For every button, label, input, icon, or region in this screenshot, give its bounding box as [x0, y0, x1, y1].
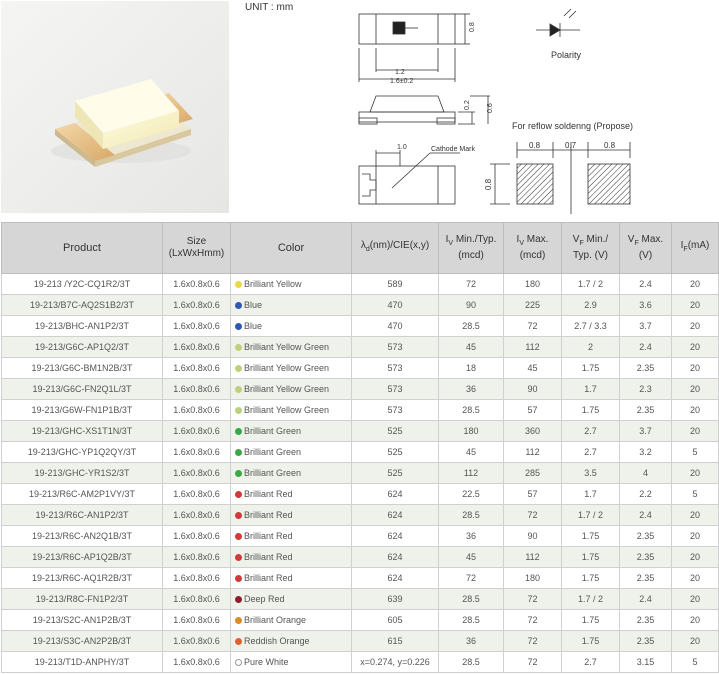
cell-product: 19-213/R6C-AM2P1VY/3T [2, 484, 163, 505]
cell-iv-min: 36 [439, 379, 504, 400]
cell-color [231, 400, 352, 421]
color-label: Brilliant Yellow Green [244, 342, 330, 352]
cell-iv-min: 180 [439, 421, 504, 442]
cell-wavelength: 470 [352, 316, 439, 337]
cell-product: 19-213 /Y2C-CQ1R2/3T [2, 274, 163, 295]
cell-iv-max: 72 [504, 505, 562, 526]
table-row [2, 631, 719, 652]
side-view-base [359, 112, 455, 122]
cell-vf-min: 1.75 [562, 400, 620, 421]
col-color: Color [231, 223, 352, 274]
table-row [2, 358, 719, 379]
cell-vf-max: 2.4 [620, 274, 672, 295]
cell-color [231, 652, 352, 673]
cell-iv-max: 180 [504, 274, 562, 295]
cell-product: 19-213/G6W-FN1P1B/3T [2, 400, 163, 421]
color-dot-icon [235, 512, 242, 519]
dim-length-2: 1.6±0.2 [390, 78, 414, 85]
cell-iv-min: 90 [439, 295, 504, 316]
cell-if: 20 [672, 463, 719, 484]
col-size: Size (LxWxHmm) [163, 223, 231, 274]
table-header-row [2, 223, 719, 274]
color-label: Brilliant Red [244, 573, 293, 583]
cell-color [231, 379, 352, 400]
cell-wavelength: 624 [352, 526, 439, 547]
top-view-outline [359, 14, 455, 44]
cell-vf-max: 2.2 [620, 484, 672, 505]
cell-wavelength: 624 [352, 568, 439, 589]
table-row [2, 589, 719, 610]
cell-color [231, 358, 352, 379]
cell-vf-min: 2.7 / 3.3 [562, 316, 620, 337]
table-row [2, 316, 719, 337]
cell-iv-min: 28.5 [439, 589, 504, 610]
cell-color [231, 484, 352, 505]
side-view-lens [370, 96, 444, 112]
cell-if: 20 [672, 631, 719, 652]
color-dot-icon [235, 365, 242, 372]
cell-wavelength: 605 [352, 610, 439, 631]
cell-wavelength: 573 [352, 337, 439, 358]
cell-vf-max: 2.35 [620, 358, 672, 379]
dimension-drawings [340, 0, 719, 222]
cell-iv-max: 360 [504, 421, 562, 442]
cell-color [231, 568, 352, 589]
cell-vf-max: 2.35 [620, 631, 672, 652]
cell-iv-min: 36 [439, 526, 504, 547]
bottom-view-outline [359, 166, 455, 204]
cell-color [231, 337, 352, 358]
color-dot-icon [235, 407, 242, 414]
color-label: Brilliant Green [244, 468, 302, 478]
cell-color [231, 526, 352, 547]
cell-iv-min: 28.5 [439, 400, 504, 421]
cell-iv-max: 112 [504, 547, 562, 568]
color-label: Blue [244, 321, 263, 331]
table-row [2, 337, 719, 358]
cell-vf-max: 3.2 [620, 442, 672, 463]
cell-iv-min: 45 [439, 442, 504, 463]
cell-if: 20 [672, 295, 719, 316]
cell-product: 19-213/G6C-AP1Q2/3T [2, 337, 163, 358]
reflow-pad-left [517, 164, 553, 204]
color-label: Brilliant Yellow Green [244, 363, 330, 373]
cell-vf-max: 3.15 [620, 652, 672, 673]
cell-iv-max: 72 [504, 316, 562, 337]
cell-size: 1.6x0.8x0.6 [163, 442, 231, 463]
cell-iv-max: 72 [504, 631, 562, 652]
cell-size: 1.6x0.8x0.6 [163, 484, 231, 505]
cell-vf-max: 3.6 [620, 295, 672, 316]
cell-vf-min: 2.7 [562, 652, 620, 673]
cell-size: 1.6x0.8x0.6 [163, 337, 231, 358]
product-photo [1, 1, 229, 213]
cell-vf-min: 1.7 [562, 379, 620, 400]
cell-iv-min: 45 [439, 337, 504, 358]
cell-iv-min: 36 [439, 631, 504, 652]
cell-wavelength: 624 [352, 547, 439, 568]
color-dot-icon [235, 575, 242, 582]
color-label: Brilliant Green [244, 447, 302, 457]
cell-iv-min: 72 [439, 274, 504, 295]
cell-iv-min: 28.5 [439, 505, 504, 526]
cell-if: 20 [672, 568, 719, 589]
cell-product: 19-213/R6C-AN1P2/3T [2, 505, 163, 526]
color-label: Brilliant Green [244, 426, 302, 436]
cell-iv-min: 28.5 [439, 316, 504, 337]
cell-vf-min: 3.5 [562, 463, 620, 484]
table-row [2, 442, 719, 463]
cell-product: 19-213/GHC-YP1Q2QY/3T [2, 442, 163, 463]
table-row [2, 652, 719, 673]
cell-color [231, 274, 352, 295]
cell-wavelength: x=0.274, y=0.226 [352, 652, 439, 673]
color-dot-icon [235, 428, 242, 435]
col-vf-min: $V_F$ Min./ Typ. (V) [562, 223, 620, 274]
cell-size: 1.6x0.8x0.6 [163, 631, 231, 652]
reflow-pad-right [588, 164, 630, 204]
cell-wavelength: 525 [352, 442, 439, 463]
cell-wavelength: 573 [352, 358, 439, 379]
cell-iv-max: 57 [504, 400, 562, 421]
pad-width-2: 0.8 [604, 141, 616, 150]
cell-iv-min: 18 [439, 358, 504, 379]
cell-wavelength: 573 [352, 379, 439, 400]
cell-iv-max: 45 [504, 358, 562, 379]
cell-vf-max: 2.35 [620, 526, 672, 547]
cell-iv-min: 28.5 [439, 610, 504, 631]
color-dot-icon [235, 323, 242, 330]
cell-iv-min: 22.5 [439, 484, 504, 505]
cell-if: 20 [672, 505, 719, 526]
table-row [2, 547, 719, 568]
color-label: Brilliant Red [244, 510, 293, 520]
cell-vf-max: 3.7 [620, 421, 672, 442]
table-row [2, 484, 719, 505]
cell-wavelength: 573 [352, 400, 439, 421]
dim-height-1: 0.2 [464, 100, 471, 110]
cell-vf-min: 2.9 [562, 295, 620, 316]
table-row [2, 505, 719, 526]
cell-if: 20 [672, 337, 719, 358]
cell-vf-min: 1.7 [562, 484, 620, 505]
cell-size: 1.6x0.8x0.6 [163, 295, 231, 316]
cell-vf-max: 3.7 [620, 316, 672, 337]
dim-bottom: 1.0 [397, 144, 407, 151]
cell-iv-max: 90 [504, 379, 562, 400]
unit-label: UNIT : mm [245, 2, 294, 13]
color-dot-icon [235, 638, 242, 645]
cell-size: 1.6x0.8x0.6 [163, 400, 231, 421]
color-label: Pure White [244, 657, 289, 667]
cell-iv-min: 45 [439, 547, 504, 568]
color-label: Brilliant Yellow [244, 279, 302, 289]
cell-if: 20 [672, 400, 719, 421]
dim-length-1: 1.2 [395, 69, 405, 76]
cell-iv-max: 112 [504, 337, 562, 358]
cell-vf-min: 1.7 / 2 [562, 505, 620, 526]
cell-vf-min: 2.7 [562, 421, 620, 442]
color-label: Brilliant Red [244, 489, 293, 499]
color-dot-icon [235, 596, 242, 603]
cell-if: 20 [672, 316, 719, 337]
cell-product: 19-213/G6C-FN2Q1L/3T [2, 379, 163, 400]
cathode-mark-label: Cathode Mark [431, 146, 475, 153]
cell-if: 20 [672, 421, 719, 442]
pad-width-1: 0.8 [529, 141, 541, 150]
cell-vf-min: 2.7 [562, 442, 620, 463]
cell-vf-max: 2.35 [620, 610, 672, 631]
cell-vf-max: 4 [620, 463, 672, 484]
cell-vf-min: 2 [562, 337, 620, 358]
color-dot-icon [235, 470, 242, 477]
cell-color [231, 316, 352, 337]
color-label: Blue [244, 300, 263, 310]
cell-size: 1.6x0.8x0.6 [163, 379, 231, 400]
color-label: Brilliant Red [244, 531, 293, 541]
cell-wavelength: 525 [352, 463, 439, 484]
cell-iv-max: 72 [504, 652, 562, 673]
cell-size: 1.6x0.8x0.6 [163, 274, 231, 295]
pad-height: 0.8 [484, 178, 493, 190]
col-if: $I_F(mA)$ [672, 223, 719, 274]
cell-wavelength: 589 [352, 274, 439, 295]
col-product: Product [2, 223, 163, 274]
cell-size: 1.6x0.8x0.6 [163, 505, 231, 526]
cell-product: 19-213/R6C-AP1Q2B/3T [2, 547, 163, 568]
color-dot-icon [235, 533, 242, 540]
cell-vf-min: 1.75 [562, 568, 620, 589]
cell-size: 1.6x0.8x0.6 [163, 316, 231, 337]
cell-iv-max: 285 [504, 463, 562, 484]
cell-iv-min: 112 [439, 463, 504, 484]
cell-wavelength: 639 [352, 589, 439, 610]
cell-product: 19-213/T1D-ANPHY/3T [2, 652, 163, 673]
cell-vf-max: 2.4 [620, 505, 672, 526]
color-dot-icon [235, 302, 242, 309]
cell-if: 20 [672, 547, 719, 568]
chip-die [393, 22, 405, 34]
cell-color [231, 547, 352, 568]
cell-color [231, 505, 352, 526]
cell-if: 20 [672, 589, 719, 610]
cell-color [231, 463, 352, 484]
reflow-title: For reflow soldenng (Propose) [512, 121, 634, 131]
cell-size: 1.6x0.8x0.6 [163, 547, 231, 568]
cell-if: 5 [672, 484, 719, 505]
cell-if: 5 [672, 442, 719, 463]
color-label: Brilliant Yellow Green [244, 384, 330, 394]
table-row [2, 463, 719, 484]
cell-size: 1.6x0.8x0.6 [163, 652, 231, 673]
dim-width: 0.8 [469, 22, 476, 32]
cell-vf-max: 2.4 [620, 337, 672, 358]
color-label: Deep Red [244, 594, 285, 604]
table-body [2, 274, 719, 673]
cell-product: 19-213/G6C-BM1N2B/3T [2, 358, 163, 379]
dim-height-2: 0.6 [487, 103, 494, 113]
cell-if: 20 [672, 610, 719, 631]
cell-wavelength: 624 [352, 484, 439, 505]
cell-iv-max: 72 [504, 589, 562, 610]
cell-product: 19-213/S2C-AN1P2B/3T [2, 610, 163, 631]
cell-iv-max: 180 [504, 568, 562, 589]
cell-size: 1.6x0.8x0.6 [163, 589, 231, 610]
cell-wavelength: 470 [352, 295, 439, 316]
col-iv-min: $I_V$ Min./Typ. (mcd) [439, 223, 504, 274]
cell-if: 5 [672, 652, 719, 673]
table-row [2, 421, 719, 442]
cell-iv-min: 72 [439, 568, 504, 589]
cell-iv-max: 57 [504, 484, 562, 505]
cell-vf-max: 2.35 [620, 568, 672, 589]
table-row [2, 379, 719, 400]
cell-size: 1.6x0.8x0.6 [163, 610, 231, 631]
cell-color [231, 589, 352, 610]
cell-product: 19-213/BHC-AN1P2/3T [2, 316, 163, 337]
polarity-label: Polarity [551, 50, 582, 60]
cell-color [231, 421, 352, 442]
cell-vf-min: 1.75 [562, 358, 620, 379]
color-dot-icon [235, 491, 242, 498]
cell-color [231, 442, 352, 463]
table-row [2, 274, 719, 295]
color-dot-icon [235, 554, 242, 561]
cell-if: 20 [672, 526, 719, 547]
cell-product: 19-213/R8C-FN1P2/3T [2, 589, 163, 610]
cell-color [231, 610, 352, 631]
col-vf-max: $V_F$ Max. (V) [620, 223, 672, 274]
cell-wavelength: 624 [352, 505, 439, 526]
color-label: Brilliant Yellow Green [244, 405, 330, 415]
color-label: Reddish Orange [244, 636, 310, 646]
cell-vf-min: 1.75 [562, 610, 620, 631]
table-row [2, 400, 719, 421]
table-row [2, 295, 719, 316]
table-row [2, 568, 719, 589]
color-dot-icon [235, 281, 242, 288]
cell-product: 19-213/GHC-YR1S2/3T [2, 463, 163, 484]
cell-product: 19-213/R6C-AQ1R2B/3T [2, 568, 163, 589]
color-dot-icon [235, 617, 242, 624]
cell-size: 1.6x0.8x0.6 [163, 526, 231, 547]
cell-iv-min: 28.5 [439, 652, 504, 673]
cell-if: 20 [672, 274, 719, 295]
table-row [2, 526, 719, 547]
cell-iv-max: 72 [504, 610, 562, 631]
cell-iv-max: 90 [504, 526, 562, 547]
cell-if: 20 [672, 379, 719, 400]
cell-product: 19-213/R6C-AN2Q1B/3T [2, 526, 163, 547]
cell-wavelength: 525 [352, 421, 439, 442]
cell-size: 1.6x0.8x0.6 [163, 358, 231, 379]
cell-size: 1.6x0.8x0.6 [163, 463, 231, 484]
cell-vf-min: 1.75 [562, 631, 620, 652]
cell-vf-min: 1.7 / 2 [562, 589, 620, 610]
color-label: Brilliant Orange [244, 615, 307, 625]
cell-vf-max: 2.35 [620, 400, 672, 421]
table-row [2, 610, 719, 631]
cell-product: 19-213/GHC-XS1T1N/3T [2, 421, 163, 442]
cell-vf-max: 2.4 [620, 589, 672, 610]
col-iv-max: $I_V$ Max. (mcd) [504, 223, 562, 274]
cell-product: 19-213/S3C-AN2P2B/3T [2, 631, 163, 652]
color-dot-icon [235, 449, 242, 456]
cell-iv-max: 112 [504, 442, 562, 463]
pad-gap: 0.7 [565, 141, 577, 150]
cell-vf-min: 1.7 / 2 [562, 274, 620, 295]
color-dot-icon [235, 659, 242, 666]
cell-wavelength: 615 [352, 631, 439, 652]
color-label: Brilliant Red [244, 552, 293, 562]
cell-product: 19-213/B7C-AQ2S1B2/3T [2, 295, 163, 316]
smd-led-image [1, 1, 229, 213]
cell-iv-max: 225 [504, 295, 562, 316]
cell-vf-max: 2.3 [620, 379, 672, 400]
spec-table [1, 222, 719, 673]
color-dot-icon [235, 386, 242, 393]
cell-size: 1.6x0.8x0.6 [163, 421, 231, 442]
cell-vf-min: 1.75 [562, 526, 620, 547]
cell-color [231, 295, 352, 316]
col-wavelength: $\lambda_d(nm)/CIE(x,y)$ [352, 223, 439, 274]
cell-vf-max: 2.35 [620, 547, 672, 568]
color-dot-icon [235, 344, 242, 351]
cell-if: 20 [672, 358, 719, 379]
cell-color [231, 631, 352, 652]
cell-size: 1.6x0.8x0.6 [163, 568, 231, 589]
cell-vf-min: 1.75 [562, 547, 620, 568]
